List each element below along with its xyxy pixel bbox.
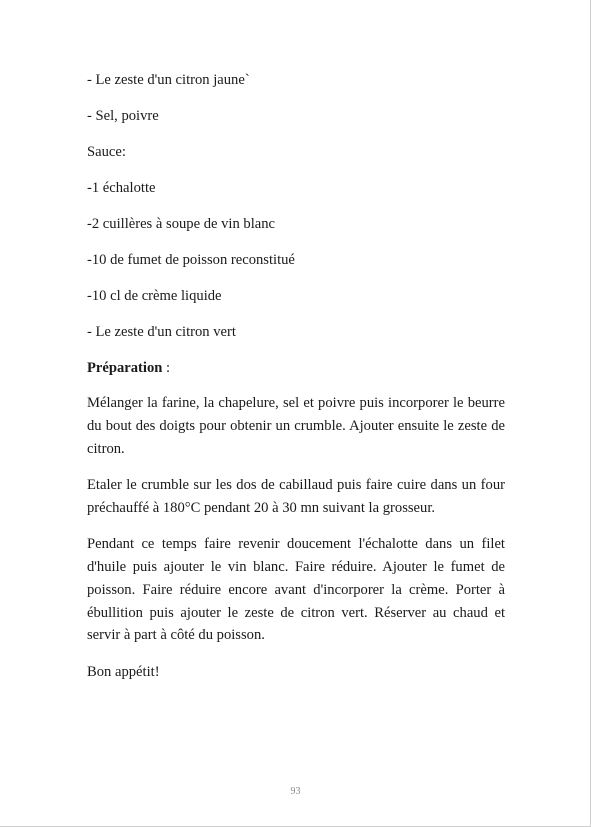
sauce-label: Sauce: [87,144,126,160]
page-number: 93 [290,786,301,797]
sauce-item-white-wine: -2 cuillères à soupe de vin blanc [87,216,276,232]
closing-text: Bon appétit! [87,663,160,680]
preparation-step-3: Pendant ce temps faire revenir doucement l'échalotte dans un filet d'huile puis ajouter le vin blanc. Faire réduire. Ajouter le fumet de poisson. Faire réduire encore avant d'incorporer la crème. Porter à ébullition puis ajouter le zeste de citron vert. Réserver au chaud et servir à part à côté du poisson. [87,536,505,644]
sauce-item-cream: -10 cl de crème liquide [87,288,222,304]
ingredient-salt-pepper: - Sel, poivre [87,108,159,124]
preparation-step-1: Mélanger la farine, la chapelure, sel et poivre puis incorporer le beurre du bout des doigts pour obtenir un crumble. Ajouter ensuite le zeste de citron. [87,395,505,457]
preparation-heading [87,357,505,379]
ingredient-lemon-zest: - Le zeste d'un citron jaune` [87,72,250,88]
sauce-item-lime-zest: - Le zeste d'un citron vert [87,324,236,340]
preparation-title-suffix: : [162,360,171,376]
preparation-title: Préparation [87,360,163,376]
preparation-step-2: Etaler le crumble sur les dos de cabillaud puis faire cuire dans un four préchauffé à 180°C pendant 20 à 30 mn suivant la grosseur. [87,476,505,516]
sauce-item-shallot: -1 échalotte [87,180,156,196]
sauce-item-fish-stock: -10 de fumet de poisson reconstitué [87,252,295,268]
recipe-content [87,69,505,697]
